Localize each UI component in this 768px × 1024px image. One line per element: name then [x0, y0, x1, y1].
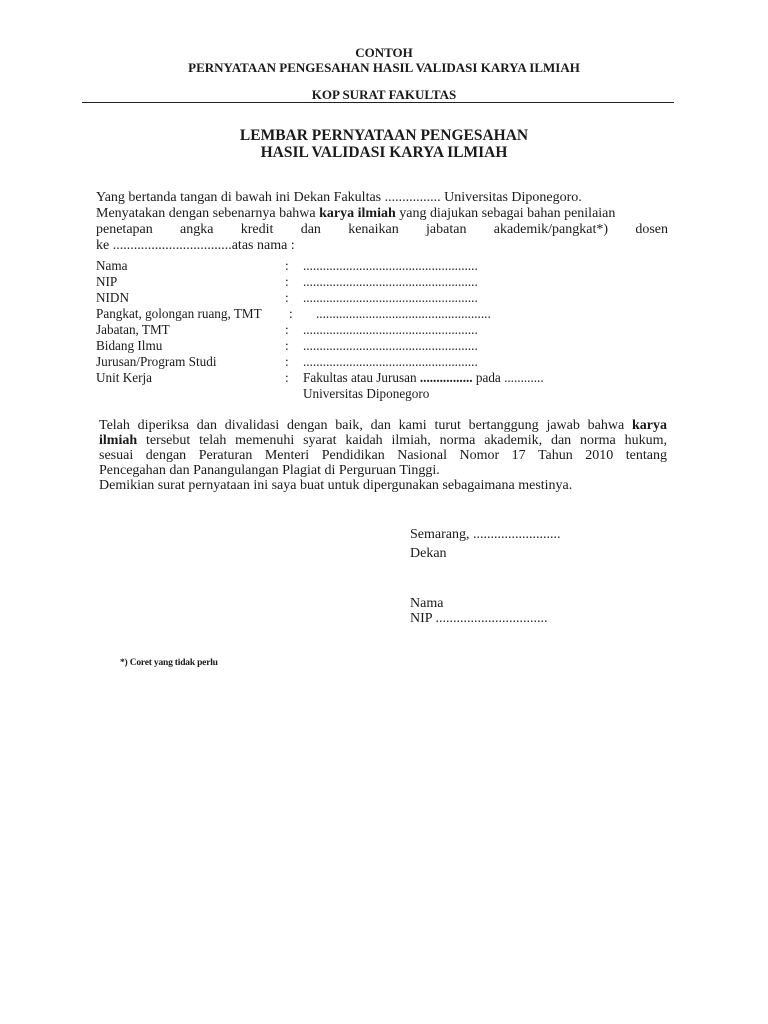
field-colon: :	[285, 322, 289, 337]
field-colon: :	[285, 370, 289, 385]
field-row-unit-kerja-line2	[96, 386, 676, 402]
field-row-nip	[96, 274, 676, 290]
intro-karya-ilmiah: karya ilmiah	[319, 206, 396, 221]
intro-line1: Yang bertanda tangan di bawah ini Dekan Fakultas ................ Universitas Diponegoro.	[96, 190, 582, 205]
statement-line1-pre: Telah diperiksa dan divalidasi dengan baik, dan kami turut bertanggung jawab bahwa	[99, 418, 632, 433]
unit-kerja-post: pada ............	[472, 370, 544, 385]
intro-line2-pre: Menyatakan dengan sebenarnya bahwa	[96, 206, 320, 221]
identity-fields	[96, 258, 676, 402]
signature-name: Nama	[410, 596, 444, 611]
field-colon: :	[285, 290, 289, 305]
field-value: .....................................................	[316, 306, 491, 321]
field-value: .....................................................	[303, 258, 478, 273]
field-value: .....................................................	[303, 290, 478, 305]
statement-ilmiah: ilmiah	[99, 433, 138, 448]
field-label: Jabatan, TMT	[96, 322, 170, 337]
statement-paragraph	[99, 418, 667, 493]
field-label: NIDN	[96, 290, 129, 305]
field-row-bidang-ilmu	[96, 338, 676, 354]
field-value: .....................................................	[303, 338, 478, 353]
footnote: *) Coret yang tidak perlu	[120, 658, 218, 668]
intro-line3: penetapan angka kredit dan kenaikan jabatan akademik/pangkat*) dosen	[96, 222, 668, 237]
intro-line4: ke ..................................atas nama :	[96, 238, 295, 253]
statement-karya: karya	[632, 418, 667, 433]
field-label: Unit Kerja	[96, 370, 153, 385]
intro-paragraph	[96, 190, 668, 254]
signature-nip: NIP ................................	[410, 611, 548, 626]
field-colon: :	[285, 274, 289, 289]
field-row-jurusan	[96, 354, 676, 370]
field-colon: :	[285, 354, 289, 369]
field-row-jabatan	[96, 322, 676, 338]
statement-line3: sesuai dengan Peraturan Menteri Pendidikan Nasional Nomor 17 Tahun 2010 tentang	[99, 448, 667, 463]
field-label: Nama	[96, 258, 128, 273]
field-label: Jurusan/Program Studi	[96, 354, 217, 369]
field-label: NIP	[96, 274, 118, 289]
field-value: .....................................................	[303, 354, 478, 369]
statement-line1	[99, 418, 667, 433]
statement-line2-post: tersebut telah memenuhi syarat kaidah ilmiah, norma akademik, dan norma hukum,	[137, 433, 667, 448]
signature-place-date: Semarang, .........................	[410, 527, 561, 542]
field-label: Bidang Ilmu	[96, 338, 163, 353]
unit-kerja-blank: ................	[419, 370, 473, 385]
header-kop: KOP SURAT FAKULTAS	[311, 87, 457, 102]
header-divider	[82, 102, 674, 103]
field-colon: :	[289, 306, 293, 321]
header-title: PERNYATAAN PENGESAHAN HASIL VALIDASI KARYA ILMIAH	[188, 60, 580, 75]
unit-kerja-pre: Fakultas atau Jurusan	[303, 370, 420, 385]
field-value	[303, 370, 544, 386]
field-colon: :	[285, 338, 289, 353]
field-value: .....................................................	[303, 274, 478, 289]
field-value: .....................................................	[303, 322, 478, 337]
statement-line5: Demikian surat pernyataan ini saya buat untuk dipergunakan sebagaimana mestinya.	[99, 478, 573, 493]
field-row-unit-kerja	[96, 370, 676, 386]
statement-line4: Pencegahan dan Panangulangan Plagiat di Perguruan Tinggi.	[99, 463, 440, 478]
field-colon: :	[285, 258, 289, 273]
intro-line2	[96, 206, 668, 222]
field-label: Pangkat, golongan ruang, TMT	[96, 306, 262, 321]
header-contoh: CONTOH	[355, 45, 413, 60]
field-row-pangkat	[96, 306, 676, 322]
doc-title-line1: LEMBAR PERNYATAAN PENGESAHAN	[239, 127, 529, 144]
statement-line2	[99, 433, 667, 448]
signature-position: Dekan	[410, 546, 447, 561]
doc-title-line2: HASIL VALIDASI KARYA ILMIAH	[260, 144, 508, 161]
unit-kerja-university: Universitas Diponegoro	[303, 386, 430, 401]
field-row-nidn	[96, 290, 676, 306]
intro-line2-post: yang diajukan sebagai bahan penilaian	[395, 206, 616, 221]
field-row-nama	[96, 258, 676, 274]
